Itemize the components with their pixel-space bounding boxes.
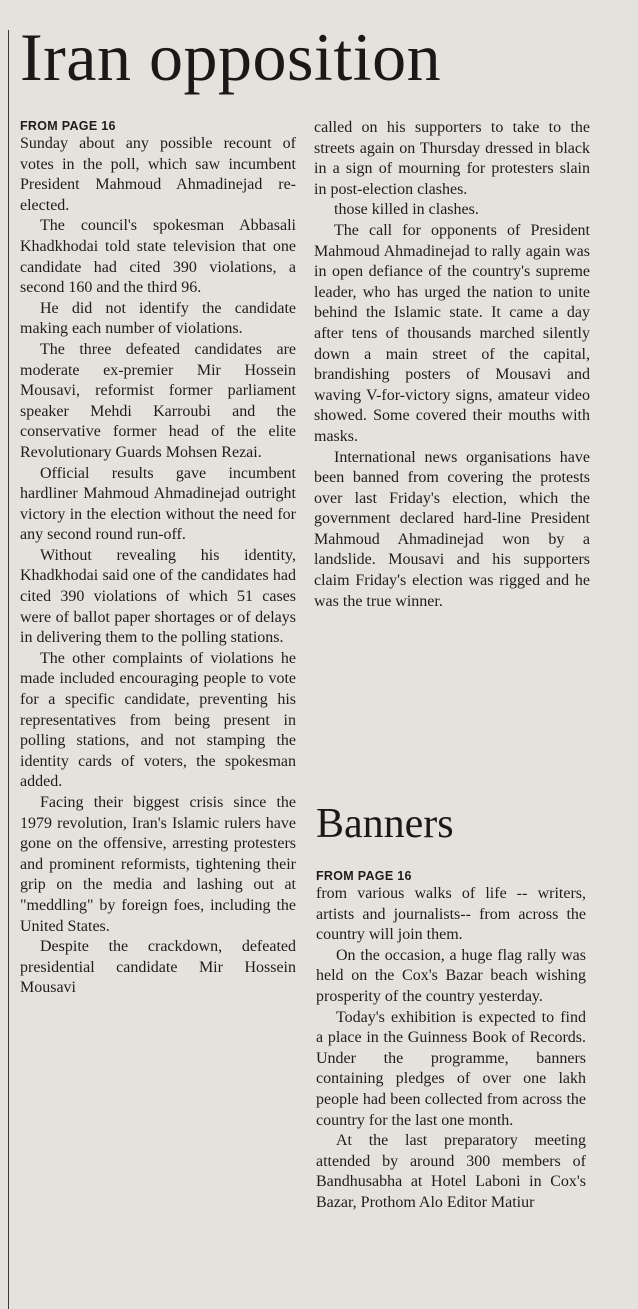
paragraph: from various walks of life -- writers, artists and journalists-- from across the country will join them. xyxy=(316,885,586,944)
paragraph: those killed in clashes. xyxy=(334,201,479,219)
paragraph: Official results gave incumbent hardliner Mahmoud Ahmadinejad outright victory in the election without the need for any second round run-off. xyxy=(20,464,296,544)
jump-kicker: FROM PAGE 16 xyxy=(316,869,412,883)
paragraph: The council's spokesman Abbasali Khadkhodai told state television that one candidate had cited 390 violations, a second 160 and the third 96. xyxy=(20,217,296,297)
article-column-right xyxy=(314,118,590,612)
paragraph: On the occasion, a huge flag rally was held on the Cox's Bazar beach wishing prosperity of the country yesterday. xyxy=(316,946,586,1005)
paragraph: He did not identify the candidate making each number of violations. xyxy=(20,299,296,338)
paragraph: Despite the crackdown, defeated presidential candidate Mir Hossein Mousavi xyxy=(20,938,296,997)
paragraph: The three defeated candidates are moderate ex-premier Mir Hossein Mousavi, reformist former parliament speaker Mehdi Karroubi and the conservative former head of the elite Revolutionary Guards Mohsen Rezai. xyxy=(20,340,296,461)
article-headline-iran-opposition: Iran opposition xyxy=(20,19,442,95)
column-rule xyxy=(8,30,9,1309)
article-column-left xyxy=(20,119,296,999)
paragraph: Without revealing his identity, Khadkhodai said one of the candidates had cited 390 violations of which 51 cases were of ballot paper shortages or of delays in delivering them to the polling stations. xyxy=(20,546,296,647)
banners-article-column xyxy=(316,869,586,1214)
paragraph: The call for opponents of President Mahmoud Ahmadinejad to rally again was in open defiance of the country's supreme leader, who has urged the nation to unite behind the Islamic state. It came a day after tens of thousands marched silently down a main street of the capital, brandishing posters of Mousavi and waving V-for-victory signs, amateur video showed. Some covered their mouths with masks. xyxy=(314,221,590,445)
paragraph: International news organisations have been banned from covering the protests over last Friday's election, which the government declared hard-line President Mahmoud Ahmadinejad won by a landslide. Mousavi and his supporters claim Friday's election was rigged and he was the true winner. xyxy=(314,448,590,610)
paragraph: At the last preparatory meeting attended by around 300 members of Bandhusabha at Hotel Laboni in Cox's Bazar, Prothom Alo Editor Matiur xyxy=(316,1132,586,1211)
paragraph: Sunday about any possible recount of votes in the poll, which saw incumbent President Mahmoud Ahmadinejad re-elected. xyxy=(20,135,296,214)
paragraph: Today's exhibition is expected to find a place in the Guinness Book of Records. Under the programme, banners containing pledges of over one lakh people had been collected from across the country for the last one month. xyxy=(316,1008,586,1129)
paragraph: called on his supporters to take to the streets again on Thursday dressed in black in a sign of mourning for protesters slain in post-election clashes. xyxy=(314,119,590,198)
jump-kicker: FROM PAGE 16 xyxy=(20,119,116,133)
article-headline-banners: Banners xyxy=(316,801,454,847)
paragraph: Facing their biggest crisis since the 1979 revolution, Iran's Islamic rulers have gone on the offensive, arresting protesters and prominent reformists, tightening their grip on the media and lashing out at "meddling" by foreign foes, including the United States. xyxy=(20,794,296,935)
paragraph: The other complaints of violations he made included encouraging people to vote for a specific candidate, preventing his representatives from being present in polling stations, and not stamping the identity cards of voters, the spokesman added. xyxy=(20,649,296,791)
